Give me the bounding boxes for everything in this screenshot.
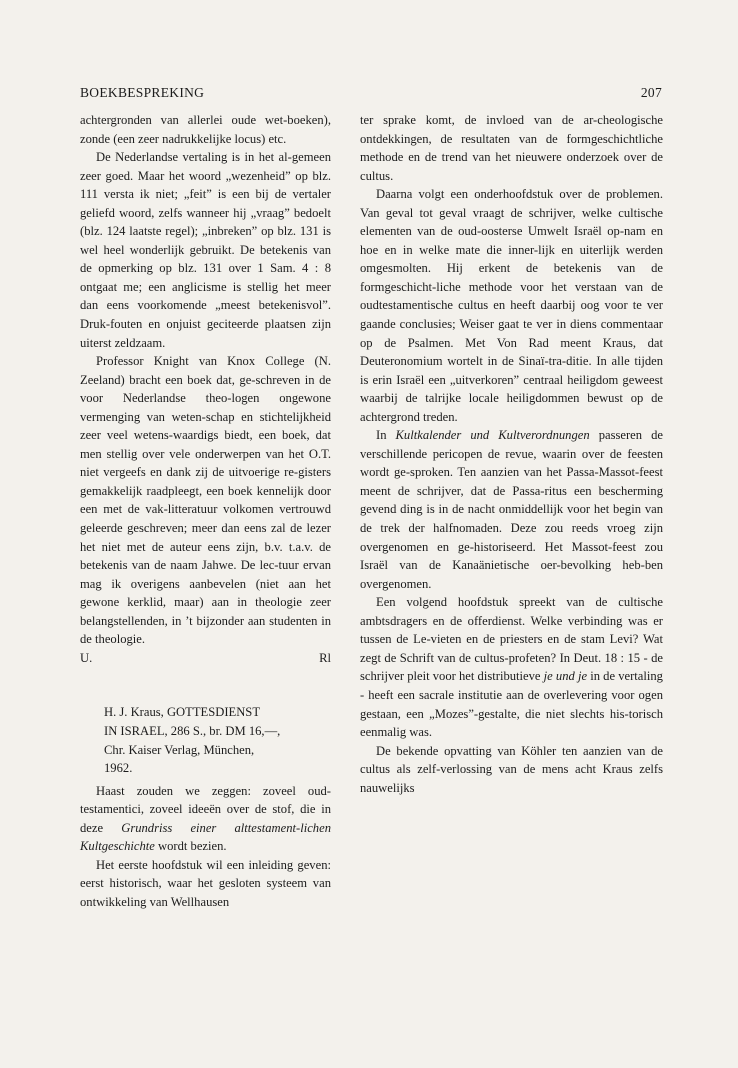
signature-right: Rl xyxy=(319,650,331,665)
text-run: In xyxy=(376,428,396,443)
book-title-italic: Grundriss einer alttestament-lichen Kultgeschichte xyxy=(80,820,331,854)
section-title-italic: Kultkalender und Kultverordnungen xyxy=(395,428,590,443)
biblio-line: Chr. Kaiser Verlag, München, xyxy=(104,742,255,757)
paragraph: Daarna volgt een onderhoofdstuk over de problemen. Van geval tot geval vraagt de schrijver, welke cultische elementen van de oud-oosterse Umwelt Israël op-nam en hoe en in welke mate die inner-lijk en uiterlijk werden omgesmolten. Hij erkent de betekenis van de formgeschicht-liche methode voor het verstaan van de oudtestamentische cultus en heeft daarbij oog voor te ver gaande conclusies; Weiser gaat te ver in diens commentaar op de Psalmen. Met Von Rad meent Kraus, dat Deuteronomium wortelt in de Sinaï-tra-ditie. In alle tijden is erin Israël een „uitverkoren” centraal heiligdom geweest waarbij de talrijke locale heiligdommen bewust op de achtergrond treden. xyxy=(360,187,663,424)
paragraph: De bekende opvatting van Köhler ten aanzien van de cultus als zelf-verlossing van de mens acht Kraus zelfs nauwelijks xyxy=(360,743,663,795)
paragraph xyxy=(360,426,663,593)
text-run: passeren de verschillende pericopen de revue, waarin over de feesten wordt ge-sproken. Ten aanzien van het Passa-Massot-feest meent de schrijver, dat de Passa-ritus een bescherming gevend ding is in de nacht onmiddellijk voor het begin van de trek der halfnomaden. Deze zou reeds vroeg zijn overgenomen en ge-historiseerd. Het Massot-feest zou Israël van de Kanaänietische oer-bevolking heb-ben overgenomen. xyxy=(360,428,663,591)
paragraph xyxy=(360,593,663,741)
paragraph xyxy=(80,782,331,856)
signature-left: U. xyxy=(80,650,93,665)
page-number: 207 xyxy=(640,85,662,100)
left-column xyxy=(80,111,331,911)
running-title: BOEKBESPREKING xyxy=(80,85,205,100)
text-run: Een volgend hoofdstuk spreekt van de cultische ambtsdragers en de offerdienst. Welke verbinding was er tussen de Le-vieten en de priesters en de stam Levi? Wat zegt de Schrift van de cultus-profeten? In Deut. 18 : 15 - de schrijver pleit voor het distributieve xyxy=(360,595,663,684)
paragraph: ter sprake komt, de invloed van de ar-cheologische ontdekkingen, de resultaten van de formgeschichtliche methode en de trend van het nieuwere onderzoek over de cultus. xyxy=(360,113,663,183)
paragraph: De Nederlandse vertaling is in het al-gemeen zeer goed. Maar het woord „wezenheid” op blz. 111 versta ik niet; „feit” is een bij de vertaler geliefd woord, zelfs wanneer hij „vraag” bedoelt (blz. 124 laatste regel); „inbreken” op blz. 131 is wel heel wonderlijk gebruikt. De betekenis van de opmerking op blz. 131 over 1 Sam. 4 : 8 ontgaat me; een anglicisme is stellig het meer dan eens voorkomende „meest betekenisvol”. Druk-fouten en onjuist geciteerde plaatsen zijn uiterst zeldzaam. xyxy=(80,150,331,350)
biblio-line: H. J. Kraus, GOTTESDIENST xyxy=(104,705,261,720)
text-run: wordt bezien. xyxy=(154,839,227,854)
bibliographic-entry xyxy=(80,703,331,777)
paragraph: achtergronden van allerlei oude wet-boeken), zonde (een zeer nadrukkelijke locus) etc. xyxy=(80,113,331,146)
biblio-line: 1962. xyxy=(104,761,133,776)
paragraph: Professor Knight van Knox College (N. Zeeland) bracht een boek dat, ge-schreven in de voor Nederlandse theo-logen ongewone vermenging van weten-schap en stichtelijkheid zeer veel wetens-waardigs biedt, een boek, dat men stellig over vele onderwerpen van het O.T. niet vergeefs en dank zij de uitvoerige re-gisters gemakkelijk raadpleegt, een boek kennelijk door een met de vak-litteratuur volkomen vertrouwd geleerde geschreven; meer dan eens zal de lezer het niet met de auteur eens zijn, b.v. t.a.v. de betekenis van de naam Jahwe. De lec-tuur ervan mag ik overigens aanbevelen (niet aan het gewone kerklid, maar) aan in theologie zeer belangstellenden, in ’t bijzonder aan studenten in de theologie. xyxy=(80,354,331,647)
biblio-line: IN ISRAEL, 286 S., br. DM 16,—, xyxy=(104,723,281,738)
text-run: Haast zouden we zeggen: zoveel oud-testamentici, zoveel ideeën over de stof, die in deze xyxy=(80,783,331,835)
phrase-italic: je und je xyxy=(543,669,588,684)
paragraph: Het eerste hoofdstuk wil een inleiding geven: eerst historisch, waar het gesloten systeem van ontwikkeling van Wellhausen xyxy=(80,857,331,909)
text-run: in de vertaling - heeft een sacrale institutie aan de overlevering voor ogen gestaan, een „Mozes”-gestalte, die niet slechts his-torisch eenmalig was. xyxy=(360,669,663,740)
review-signature xyxy=(80,649,331,668)
right-column xyxy=(360,111,663,797)
